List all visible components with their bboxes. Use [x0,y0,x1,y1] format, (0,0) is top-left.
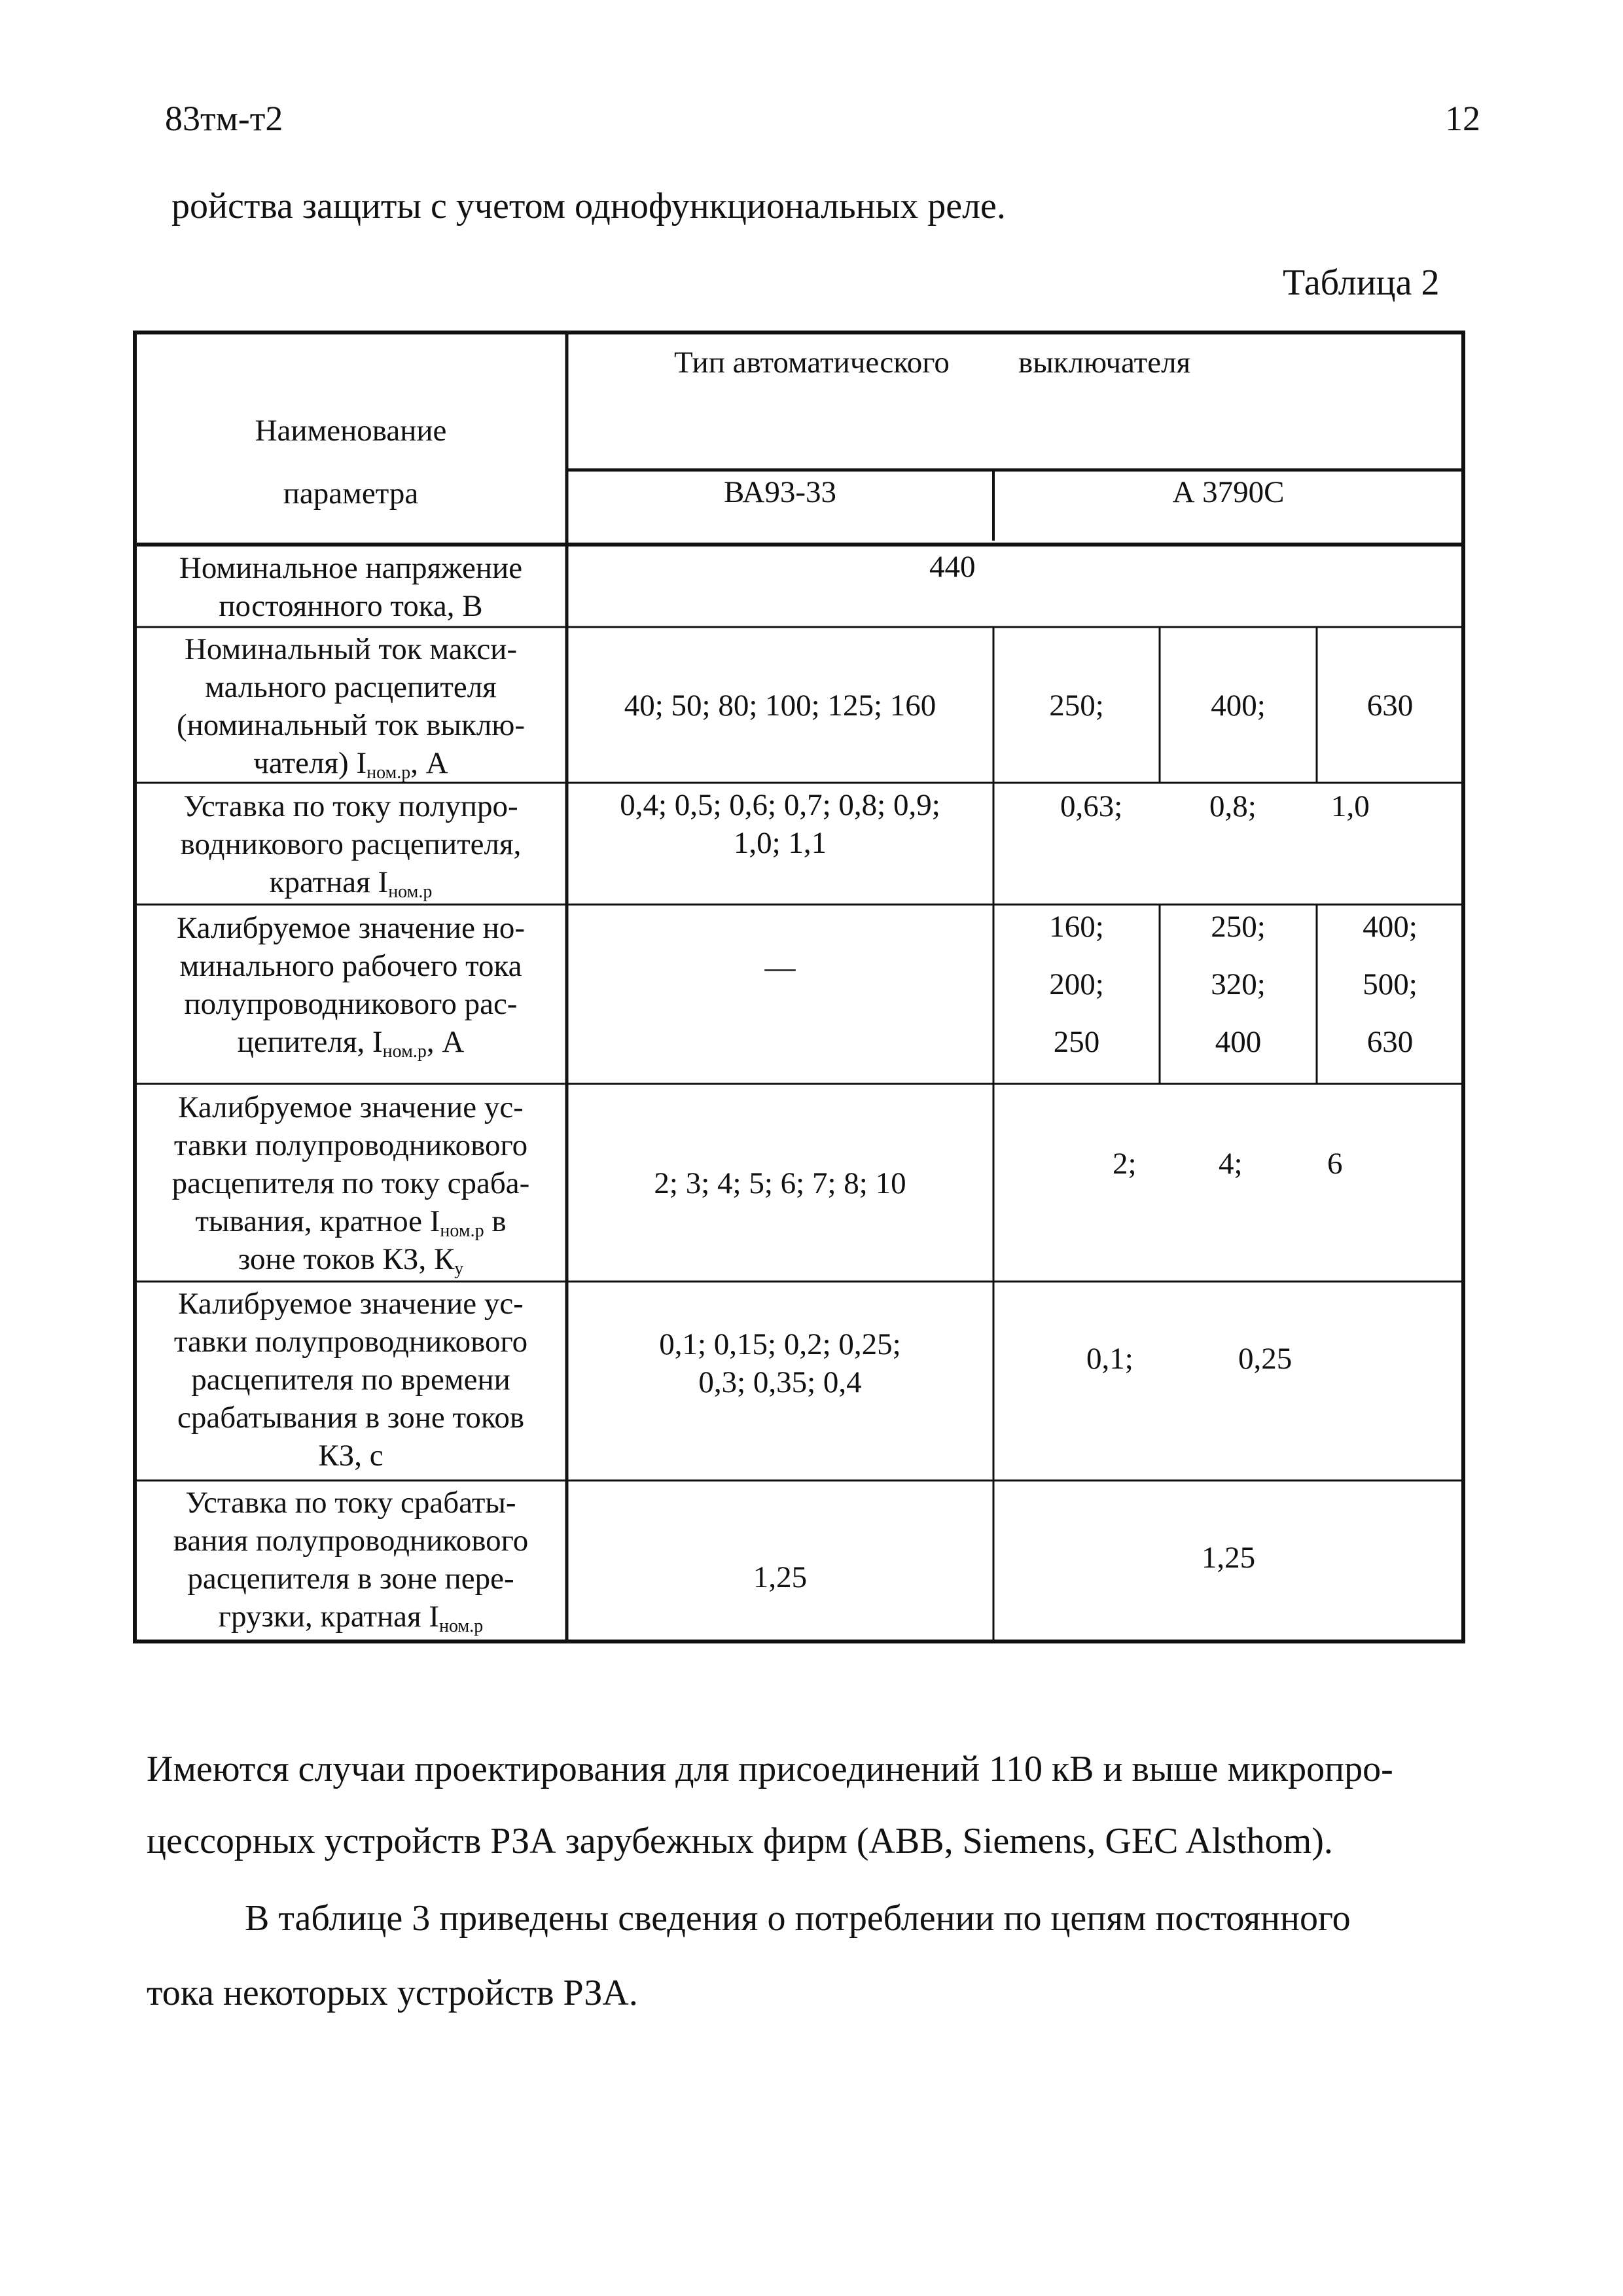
row7-a-value: 1,25 [1201,1541,1256,1575]
row4-ba-dash: — [764,950,796,984]
row4-name-line2: минального рабочего тока [179,949,522,983]
row7-ba-value: 1,25 [753,1560,808,1594]
row2-name-line2: мального расцепителя [205,670,497,704]
column-ba93-33: ВА93-33 [724,475,836,509]
row4-name-line1: Калибруемое значение но- [177,911,525,945]
intro-line: ройства защиты с учетом однофункциональных реле. [171,186,1006,226]
row2-name-line4: чателя) $I_{ном.р}$, А [253,746,448,783]
row6-ba-line1: 0,1; 0,15; 0,2; 0,25; [659,1327,901,1361]
row4-a3-line1: 400; [1363,910,1418,944]
row4-a3-line3: 630 [1366,1025,1414,1059]
row6-name-line4: срабатывания в зоне токов [177,1401,525,1435]
row6-name-line1: Калибруемое значение ус- [178,1287,524,1321]
row2-name-line1: Номинальный ток макси- [184,632,517,666]
row5-name-line5: зоне токов КЗ, $К_у$ [238,1242,464,1279]
page-number: 12 [1445,99,1480,138]
row6-name-line3: расцепителя по времени [191,1363,510,1397]
row2-a-value-3: 630 [1366,689,1414,723]
row5-a-value-2: 4; [1219,1147,1243,1181]
row2-a-value-2: 400; [1211,689,1266,723]
row6-ba-line2: 0,3; 0,35; 0,4 [698,1365,862,1399]
paragraph1-line2: цессорных устройств РЗА зарубежных фирм (ABB, Siemens, GEC Alsthom). [147,1821,1333,1861]
row4-a2-line1: 250; [1211,910,1266,944]
row5-name-line1: Калибруемое значение ус- [178,1090,524,1124]
row3-ba-line1: 0,4; 0,5; 0,6; 0,7; 0,8; 0,9; [620,788,940,822]
row6-a-value-1: 0,1; [1086,1342,1133,1376]
row4-name-line3: полупроводникового рас- [184,987,518,1021]
row3-name-line2: водникового расцепителя, [180,827,522,861]
row3-a-value-1: 0,63; [1060,789,1123,823]
paragraph2-line2: тока некоторых устройств РЗА. [147,1973,638,2013]
row3-name-line3: кратная $I_{ном.р}$ [269,865,433,902]
row4-name-line4: цепителя, $I_{ном.р}$, А [237,1025,465,1062]
row4-a1-line2: 200; [1049,967,1104,1001]
row5-a-value-3: 6 [1327,1147,1343,1181]
row6-name-line2: тавки полупроводникового [173,1325,528,1359]
row5-name-line4: тывания, кратное $I_{ном.р}$ в [195,1204,507,1241]
row4-a1-line1: 160; [1049,910,1104,944]
param-header-line1: Наименование [255,414,447,448]
paragraph1-line1: Имеются случаи проектирования для присоединений 110 кВ и выше микропро- [147,1749,1393,1789]
row5-name-line3: расцепителя по току сраба- [171,1166,530,1200]
row6-a-value-2: 0,25 [1238,1342,1293,1376]
row4-a2-line3: 400 [1215,1025,1262,1059]
row1-voltage-value: 440 [929,550,976,584]
row1-name-line1: Номинальное напряжение [179,551,523,585]
row6-name-line5: КЗ, с [318,1439,383,1473]
row3-name-line1: Уставка по току полупро- [183,789,518,823]
row5-name-line2: тавки полупроводникового [173,1128,528,1162]
row7-name-line2: вания полупроводникового [173,1524,529,1558]
row5-ba-value: 2; 3; 4; 5; 6; 7; 8; 10 [654,1166,906,1200]
row1-name-line2: постоянного тока, В [219,589,483,623]
row3-a-value-2: 0,8; [1209,789,1257,823]
param-header-line2: параметра [283,476,419,511]
row3-ba-line2: 1,0; 1,1 [733,826,827,860]
type-header-b: выключателя [1018,346,1191,380]
row2-a-value-1: 250; [1049,689,1104,723]
row4-a3-line2: 500; [1363,967,1418,1001]
table-caption: Таблица 2 [1283,262,1440,303]
row2-name-line3: (номинальный ток выклю- [176,708,526,742]
row4-a1-line3: 250 [1053,1025,1100,1059]
column-a3790c: А 3790С [1172,475,1285,509]
row3-a-value-3: 1,0 [1331,789,1370,823]
row4-a2-line2: 320; [1211,967,1266,1001]
row5-a-value-1: 2; [1113,1147,1137,1181]
row2-ba-value: 40; 50; 80; 100; 125; 160 [624,689,936,723]
paragraph2-line1: В таблице 3 приведены сведения о потреблении по цепям постоянного [245,1898,1351,1939]
row7-name-line3: расцепителя в зоне пере- [187,1562,514,1596]
row7-name-line4: грузки, кратная $I_{ном.р}$ [218,1600,484,1636]
document-code: 83тм-т2 [165,99,283,138]
type-header-a: Тип автоматического [674,346,950,380]
row7-name-line1: Уставка по току срабаты- [185,1486,516,1520]
